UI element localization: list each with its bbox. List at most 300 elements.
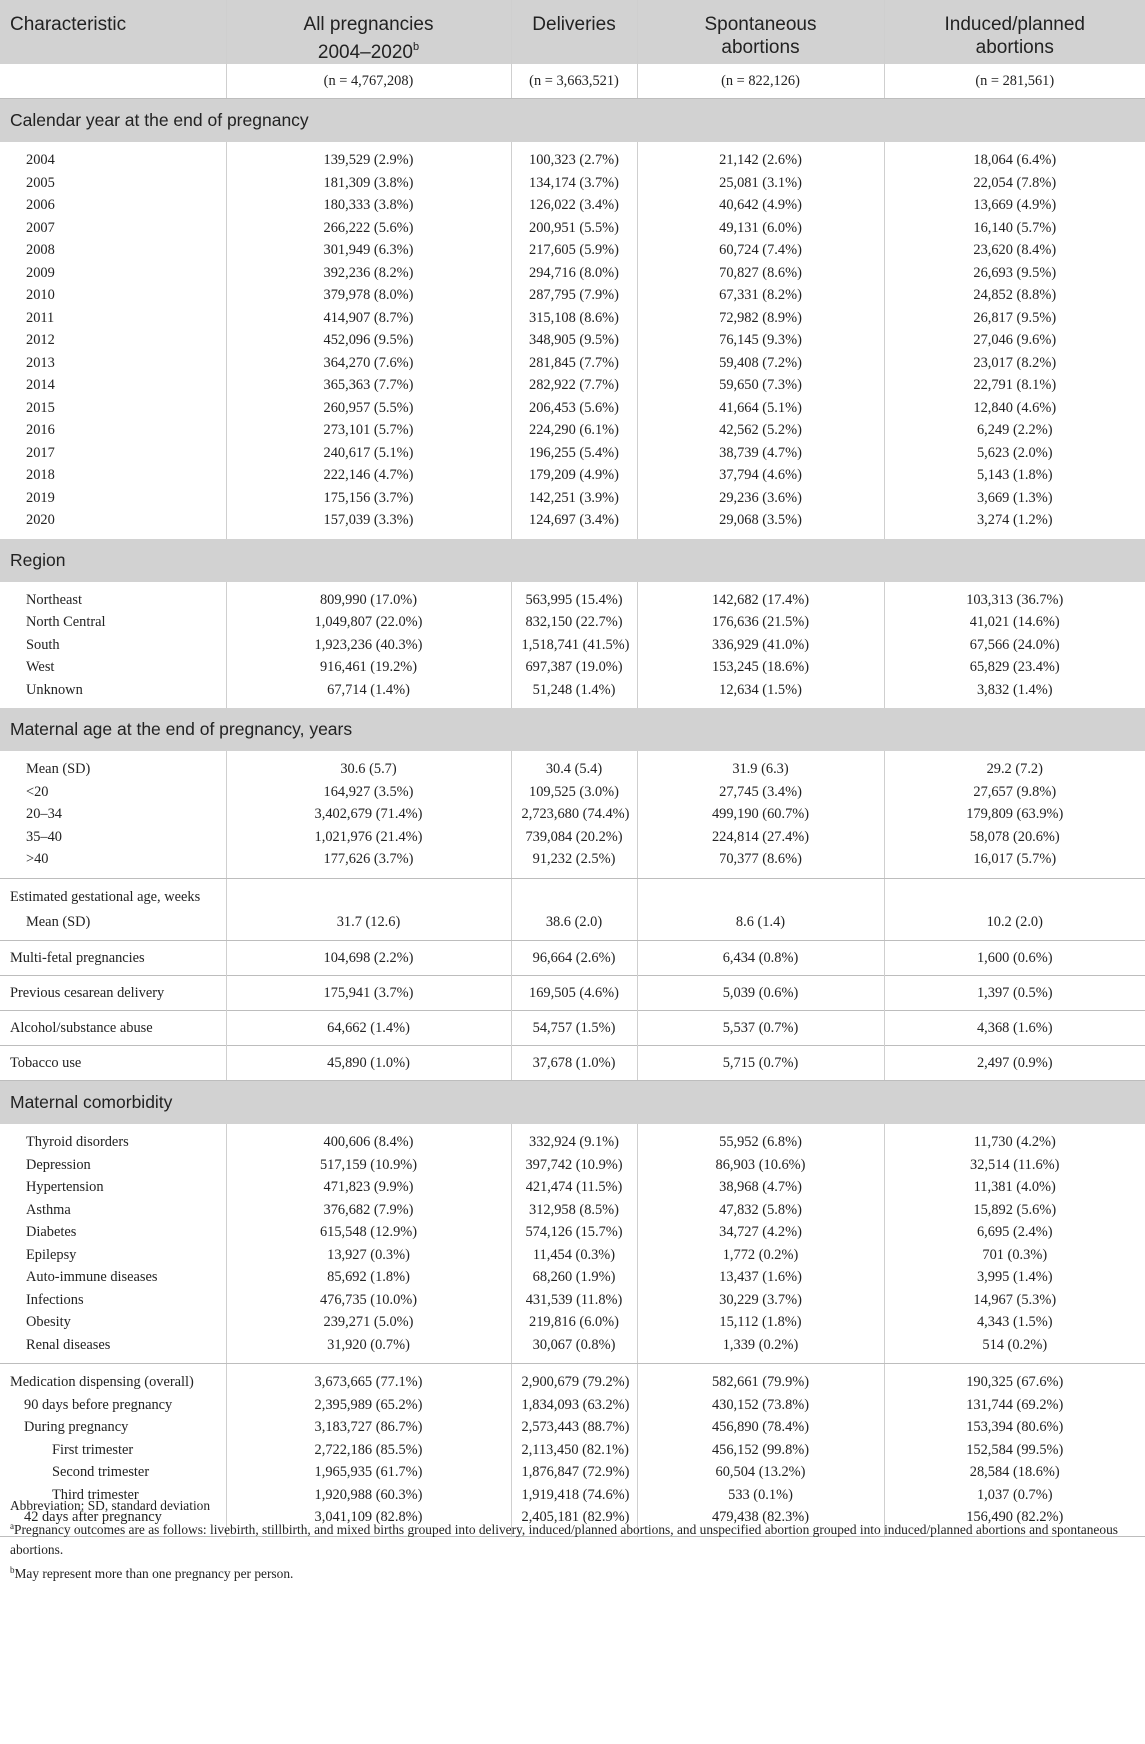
comorbidity-row <box>0 1221 1145 1244</box>
header-all-pregnancies <box>226 0 511 64</box>
age-row-value: 499,190 (60.7%) <box>637 803 884 826</box>
medication-row-value: 2,405,181 (82.9%) <box>511 1506 637 1529</box>
year-row-label: 2017 <box>26 444 55 461</box>
age-row <box>0 826 1145 849</box>
spacer-cell <box>884 1124 1145 1131</box>
comorbidity-row-value: 239,271 (5.0%) <box>226 1311 511 1334</box>
year-row-value: 24,852 (8.8%) <box>884 284 1145 307</box>
year-row-value: 273,101 (5.7%) <box>226 419 511 442</box>
year-row <box>0 374 1145 397</box>
age-row-label: 35–40 <box>26 828 62 845</box>
spacer-cell <box>637 532 884 539</box>
sample-size-cell: (n = 3,663,521) <box>511 64 637 99</box>
year-row-value: 13,669 (4.9%) <box>884 194 1145 217</box>
year-row-value: 392,236 (8.2%) <box>226 262 511 285</box>
comorbidity-row-value: 47,832 (5.8%) <box>637 1199 884 1222</box>
calendar-year-section-title: Calendar year at the end of pregnancy <box>0 99 1145 143</box>
age-row-value: 31.9 (6.3) <box>637 758 884 781</box>
header-characteristic-label: Characteristic <box>10 14 127 35</box>
year-row <box>0 329 1145 352</box>
spacer-cell <box>511 532 637 539</box>
age-row-label: <20 <box>26 783 49 800</box>
header-row <box>0 0 1145 64</box>
region-row-value: 51,248 (1.4%) <box>511 679 637 702</box>
footnote-a-text: Pregnancy outcomes are as follows: livebirth, stillbirth, and mixed births grouped into delivery, induced/planned abortions, and unspecified abortion grouped into induced/planned abortions and spontaneous abortions. <box>10 1522 1118 1557</box>
spacer-cell <box>0 532 226 539</box>
comorbidity-row-value: 15,892 (5.6%) <box>884 1199 1145 1222</box>
year-row-value: 240,617 (5.1%) <box>226 442 511 465</box>
characteristic-row <box>0 1046 1145 1081</box>
characteristic-value: 6,434 (0.8%) <box>637 941 884 976</box>
spacer-cell <box>0 701 226 708</box>
medication-row-value: 533 (0.1%) <box>637 1484 884 1507</box>
medication-row-value: 479,438 (82.3%) <box>637 1506 884 1529</box>
comorbidity-row-value: 1,772 (0.2%) <box>637 1244 884 1267</box>
region-row-value: 336,929 (41.0%) <box>637 634 884 657</box>
header-characteristic <box>0 0 226 64</box>
medication-row-value: 152,584 (99.5%) <box>884 1439 1145 1462</box>
year-row-value: 12,840 (4.6%) <box>884 397 1145 420</box>
year-row-value: 3,669 (1.3%) <box>884 487 1145 510</box>
age-row-value: 109,525 (3.0%) <box>511 781 637 804</box>
year-row <box>0 442 1145 465</box>
maternal-age-section-row <box>0 708 1145 751</box>
year-row-value: 70,827 (8.6%) <box>637 262 884 285</box>
region-section-row <box>0 539 1145 582</box>
year-row-value: 76,145 (9.3%) <box>637 329 884 352</box>
comorbidity-row-value: 30,067 (0.8%) <box>511 1334 637 1357</box>
year-row-value: 6,249 (2.2%) <box>884 419 1145 442</box>
year-row <box>0 307 1145 330</box>
comorbidity-row-value: 4,343 (1.5%) <box>884 1311 1145 1334</box>
year-row-value: 16,140 (5.7%) <box>884 217 1145 240</box>
comorbidity-row-label: Diabetes <box>26 1224 77 1240</box>
characteristic-value: 4,368 (1.6%) <box>884 1011 1145 1046</box>
spacer-row <box>0 933 1145 941</box>
characteristic-row <box>0 941 1145 976</box>
year-row-label: 2010 <box>26 287 55 303</box>
year-row <box>0 487 1145 510</box>
age-row-value: 27,745 (3.4%) <box>637 781 884 804</box>
gestational-row-label: Mean (SD) <box>26 913 91 930</box>
spacer-cell <box>226 1124 511 1131</box>
header-spontaneous-abortions <box>637 0 884 64</box>
year-row <box>0 509 1145 532</box>
comorbidity-row-value: 332,924 (9.1%) <box>511 1131 637 1154</box>
comorbidity-row <box>0 1199 1145 1222</box>
gestational-row <box>0 911 1145 934</box>
region-row-label: North Central <box>26 614 106 630</box>
year-row-value: 26,693 (9.5%) <box>884 262 1145 285</box>
medication-row-value: 1,965,935 (61.7%) <box>226 1461 511 1484</box>
header-all-line2: 2004–2020 <box>317 42 413 63</box>
year-row-value: 196,255 (5.4%) <box>511 442 637 465</box>
spacer-row <box>0 1356 1145 1364</box>
comorbidity-row-value: 421,474 (11.5%) <box>511 1176 637 1199</box>
characteristic-value: 2,497 (0.9%) <box>884 1046 1145 1081</box>
region-row-value: 3,832 (1.4%) <box>884 679 1145 702</box>
comorbidity-row-label: Infections <box>26 1291 84 1308</box>
region-row <box>0 656 1145 679</box>
year-row-value: 181,309 (3.8%) <box>226 172 511 195</box>
year-row-value: 260,957 (5.5%) <box>226 397 511 420</box>
year-row-value: 25,081 (3.1%) <box>637 172 884 195</box>
comorbidity-row <box>0 1154 1145 1177</box>
comorbidity-row-value: 11,454 (0.3%) <box>511 1244 637 1267</box>
medication-row-value: 2,573,443 (88.7%) <box>511 1416 637 1439</box>
region-row-value: 697,387 (19.0%) <box>511 656 637 679</box>
header-spontaneous-line1: Spontaneous <box>704 14 817 35</box>
comorbidity-row-value: 30,229 (3.7%) <box>637 1289 884 1312</box>
footnote-b-text: May represent more than one pregnancy per person. <box>14 1566 294 1581</box>
year-row-value: 200,951 (5.5%) <box>511 217 637 240</box>
spacer-cell <box>884 1364 1145 1372</box>
year-row-value: 206,453 (5.6%) <box>511 397 637 420</box>
age-row-value: 30.6 (5.7) <box>226 758 511 781</box>
year-row-label: 2020 <box>26 512 55 528</box>
year-row-value: 281,845 (7.7%) <box>511 352 637 375</box>
medication-row <box>0 1439 1145 1462</box>
spacer-cell <box>637 142 884 149</box>
spacer-cell <box>884 582 1145 589</box>
comorbidity-row-value: 13,437 (1.6%) <box>637 1266 884 1289</box>
maternal-comorbidity-section-row <box>0 1081 1145 1125</box>
region-row-label: West <box>26 659 55 675</box>
medication-row-value: 190,325 (67.6%) <box>884 1371 1145 1394</box>
spacer-cell <box>637 1364 884 1372</box>
region-row-value: 1,923,236 (40.3%) <box>226 634 511 657</box>
spacer-row <box>0 532 1145 539</box>
header-spontaneous-line2: abortions <box>721 37 800 58</box>
medication-row-value: 1,920,988 (60.3%) <box>226 1484 511 1507</box>
spacer-cell <box>884 871 1145 879</box>
region-row-value: 153,245 (18.6%) <box>637 656 884 679</box>
medication-row-label: Medication dispensing (overall) <box>10 1374 194 1390</box>
characteristic-value: 64,662 (1.4%) <box>226 1011 511 1046</box>
characteristic-row <box>0 1011 1145 1046</box>
spacer-cell <box>511 142 637 149</box>
year-row-value: 27,046 (9.6%) <box>884 329 1145 352</box>
region-row-label: Northeast <box>26 591 82 608</box>
spacer-row <box>0 1364 1145 1372</box>
spacer-cell <box>637 1124 884 1131</box>
comorbidity-row <box>0 1131 1145 1154</box>
age-row-label: 20–34 <box>26 806 62 822</box>
comorbidity-row-value: 476,735 (10.0%) <box>226 1289 511 1312</box>
age-row-value: 70,377 (8.6%) <box>637 848 884 871</box>
year-row-value: 5,143 (1.8%) <box>884 464 1145 487</box>
sample-size-row <box>0 64 1145 99</box>
spacer-cell <box>511 751 637 758</box>
year-row-value: 222,146 (4.7%) <box>226 464 511 487</box>
year-row-value: 22,791 (8.1%) <box>884 374 1145 397</box>
age-row-value: 739,084 (20.2%) <box>511 826 637 849</box>
medication-row-value: 2,395,989 (65.2%) <box>226 1394 511 1417</box>
sample-size-label <box>0 64 226 99</box>
header-deliveries <box>511 0 637 64</box>
spacer-cell <box>884 532 1145 539</box>
year-row-value: 41,664 (5.1%) <box>637 397 884 420</box>
spacer-cell <box>226 532 511 539</box>
comorbidity-row-label: Renal diseases <box>26 1336 111 1353</box>
header-deliveries-label: Deliveries <box>532 14 616 35</box>
gestational-row-value: 31.7 (12.6) <box>226 911 511 934</box>
comorbidity-row <box>0 1289 1145 1312</box>
spacer-cell <box>884 142 1145 149</box>
characteristic-value: 169,505 (4.6%) <box>511 976 637 1011</box>
medication-row-value: 28,584 (18.6%) <box>884 1461 1145 1484</box>
medication-row-value: 1,876,847 (72.9%) <box>511 1461 637 1484</box>
comorbidity-row-label: Obesity <box>26 1314 71 1330</box>
region-row-value: 1,518,741 (41.5%) <box>511 634 637 657</box>
age-row-value: 58,078 (20.6%) <box>884 826 1145 849</box>
region-row-value: 176,636 (21.5%) <box>637 611 884 634</box>
comorbidity-row-value: 3,995 (1.4%) <box>884 1266 1145 1289</box>
spacer-cell <box>0 933 226 941</box>
spacer-cell <box>637 871 884 879</box>
characteristic-value: 104,698 (2.2%) <box>226 941 511 976</box>
comorbidity-row-label: Depression <box>26 1156 91 1173</box>
comorbidity-row-value: 68,260 (1.9%) <box>511 1266 637 1289</box>
comorbidity-row-value: 615,548 (12.9%) <box>226 1221 511 1244</box>
sample-size-cell: (n = 4,767,208) <box>226 64 511 99</box>
spacer-cell <box>226 701 511 708</box>
year-row-value: 348,905 (9.5%) <box>511 329 637 352</box>
region-row-value: 103,313 (36.7%) <box>884 589 1145 612</box>
comorbidity-row-value: 13,927 (0.3%) <box>226 1244 511 1267</box>
region-row-value: 67,714 (1.4%) <box>226 679 511 702</box>
year-row <box>0 262 1145 285</box>
header-induced-line1: Induced/planned <box>944 14 1085 35</box>
year-row <box>0 239 1145 262</box>
comorbidity-row-value: 701 (0.3%) <box>884 1244 1145 1267</box>
spacer-cell <box>637 933 884 941</box>
medication-row-value: 153,394 (80.6%) <box>884 1416 1145 1439</box>
age-row-value: 3,402,679 (71.4%) <box>226 803 511 826</box>
sample-size-cell: (n = 822,126) <box>637 64 884 99</box>
year-row-value: 72,982 (8.9%) <box>637 307 884 330</box>
spacer-cell <box>637 751 884 758</box>
footnote-b-marker: b <box>10 1565 15 1575</box>
spacer-cell <box>511 1356 637 1364</box>
characteristic-value: 1,600 (0.6%) <box>884 941 1145 976</box>
year-row-value: 40,642 (4.9%) <box>637 194 884 217</box>
year-row-label: 2018 <box>26 467 55 483</box>
gestational-empty <box>226 878 511 911</box>
spacer-cell <box>0 1364 226 1372</box>
year-row-label: 2014 <box>26 377 55 393</box>
characteristic-value: 37,678 (1.0%) <box>511 1046 637 1081</box>
age-row-value: 30.4 (5.4) <box>511 758 637 781</box>
region-row-value: 916,461 (19.2%) <box>226 656 511 679</box>
year-row <box>0 194 1145 217</box>
medication-row-value: 456,890 (78.4%) <box>637 1416 884 1439</box>
region-row-label: South <box>26 636 60 653</box>
region-row-value: 563,995 (15.4%) <box>511 589 637 612</box>
year-row-label: 2005 <box>26 174 55 191</box>
year-row-value: 365,363 (7.7%) <box>226 374 511 397</box>
gestational-row-value: 8.6 (1.4) <box>637 911 884 934</box>
medication-row-label: 90 days before pregnancy <box>24 1396 173 1413</box>
region-row-value: 832,150 (22.7%) <box>511 611 637 634</box>
region-row <box>0 679 1145 702</box>
spacer-cell <box>511 1124 637 1131</box>
medication-row-value: 2,722,186 (85.5%) <box>226 1439 511 1462</box>
comorbidity-row-value: 400,606 (8.4%) <box>226 1131 511 1154</box>
age-row <box>0 803 1145 826</box>
comorbidity-row-value: 31,920 (0.7%) <box>226 1334 511 1357</box>
year-row-value: 379,978 (8.0%) <box>226 284 511 307</box>
year-row-value: 60,724 (7.4%) <box>637 239 884 262</box>
medication-row-value: 1,919,418 (74.6%) <box>511 1484 637 1507</box>
age-row <box>0 848 1145 871</box>
spacer-cell <box>511 1364 637 1372</box>
medication-row <box>0 1394 1145 1417</box>
characteristic-label: Tobacco use <box>0 1046 226 1081</box>
region-row-value: 142,682 (17.4%) <box>637 589 884 612</box>
age-row-value: 29.2 (7.2) <box>884 758 1145 781</box>
comorbidity-row-value: 38,968 (4.7%) <box>637 1176 884 1199</box>
year-row-value: 124,697 (3.4%) <box>511 509 637 532</box>
gestational-label: Estimated gestational age, weeks <box>10 889 201 906</box>
medication-row-value: 2,900,679 (79.2%) <box>511 1371 637 1394</box>
spacer-cell <box>511 933 637 941</box>
region-row <box>0 589 1145 612</box>
gestational-label-row <box>0 878 1145 911</box>
region-row-value: 41,021 (14.6%) <box>884 611 1145 634</box>
year-row-value: 179,209 (4.9%) <box>511 464 637 487</box>
year-row-value: 414,907 (8.7%) <box>226 307 511 330</box>
region-row-value: 1,049,807 (22.0%) <box>226 611 511 634</box>
spacer-cell <box>226 751 511 758</box>
medication-row <box>0 1371 1145 1394</box>
footnote-a <box>10 1516 1135 1560</box>
spacer-row <box>0 701 1145 708</box>
medication-row-value: 582,661 (79.9%) <box>637 1371 884 1394</box>
age-row <box>0 781 1145 804</box>
year-row <box>0 284 1145 307</box>
comorbidity-row-value: 11,730 (4.2%) <box>884 1131 1145 1154</box>
spacer-cell <box>226 142 511 149</box>
characteristic-value: 5,715 (0.7%) <box>637 1046 884 1081</box>
year-row <box>0 149 1145 172</box>
gestational-row-value: 10.2 (2.0) <box>884 911 1145 934</box>
age-row <box>0 758 1145 781</box>
comorbidity-row-label: Thyroid disorders <box>26 1134 129 1150</box>
year-row-label: 2015 <box>26 399 55 416</box>
comorbidity-row-value: 14,967 (5.3%) <box>884 1289 1145 1312</box>
comorbidity-row-value: 431,539 (11.8%) <box>511 1289 637 1312</box>
year-row-value: 26,817 (9.5%) <box>884 307 1145 330</box>
year-row-value: 294,716 (8.0%) <box>511 262 637 285</box>
maternal-age-section-title: Maternal age at the end of pregnancy, years <box>0 708 1145 751</box>
region-row-value: 809,990 (17.0%) <box>226 589 511 612</box>
spacer-row <box>0 871 1145 879</box>
spacer-cell <box>511 582 637 589</box>
comorbidity-row-value: 471,823 (9.9%) <box>226 1176 511 1199</box>
spacer-cell <box>226 871 511 879</box>
comorbidity-row-value: 1,339 (0.2%) <box>637 1334 884 1357</box>
medication-row <box>0 1461 1145 1484</box>
spacer-row <box>0 751 1145 758</box>
age-row-label: Mean (SD) <box>26 761 91 777</box>
characteristic-value: 54,757 (1.5%) <box>511 1011 637 1046</box>
comorbidity-row-value: 312,958 (8.5%) <box>511 1199 637 1222</box>
year-row-value: 100,323 (2.7%) <box>511 149 637 172</box>
year-row-value: 29,068 (3.5%) <box>637 509 884 532</box>
medication-row-value: 2,113,450 (82.1%) <box>511 1439 637 1462</box>
year-row-label: 2019 <box>26 489 55 506</box>
year-row-label: 2007 <box>26 219 55 236</box>
year-row-value: 67,331 (8.2%) <box>637 284 884 307</box>
comorbidity-row-value: 574,126 (15.7%) <box>511 1221 637 1244</box>
year-row-value: 23,620 (8.4%) <box>884 239 1145 262</box>
comorbidity-row-value: 6,695 (2.4%) <box>884 1221 1145 1244</box>
medication-row-label: First trimester <box>52 1441 134 1458</box>
medication-row-value: 60,504 (13.2%) <box>637 1461 884 1484</box>
year-row-label: 2008 <box>26 242 55 258</box>
medication-row-value: 156,490 (82.2%) <box>884 1506 1145 1529</box>
spacer-cell <box>226 933 511 941</box>
spacer-cell <box>884 933 1145 941</box>
medication-row-value: 3,673,665 (77.1%) <box>226 1371 511 1394</box>
footnote-abbreviation: Abbreviation: SD, standard deviation <box>10 1498 211 1513</box>
spacer-cell <box>637 1356 884 1364</box>
calendar-year-section-row <box>0 99 1145 143</box>
year-row-value: 23,017 (8.2%) <box>884 352 1145 375</box>
gestational-row-value: 38.6 (2.0) <box>511 911 637 934</box>
year-row-label: 2012 <box>26 332 55 348</box>
spacer-cell <box>0 1356 226 1364</box>
spacer-cell <box>226 1364 511 1372</box>
medication-row-value: 1,834,093 (63.2%) <box>511 1394 637 1417</box>
comorbidity-row-label: Epilepsy <box>26 1246 77 1263</box>
comorbidity-row-label: Asthma <box>26 1201 71 1218</box>
header-all-sup: b <box>412 41 420 53</box>
medication-row-value: 1,037 (0.7%) <box>884 1484 1145 1507</box>
header-induced-abortions <box>884 0 1145 64</box>
sample-size-cell: (n = 281,561) <box>884 64 1145 99</box>
footnotes <box>10 1496 1135 1584</box>
age-row-label: >40 <box>26 851 49 867</box>
medication-row-label: Third trimester <box>52 1486 139 1503</box>
age-row-value: 16,017 (5.7%) <box>884 848 1145 871</box>
characteristic-label: Previous cesarean delivery <box>0 976 226 1011</box>
comorbidity-row <box>0 1311 1145 1334</box>
characteristic-value: 1,397 (0.5%) <box>884 976 1145 1011</box>
year-row-label: 2006 <box>26 197 55 213</box>
medication-row-label: 42 days after pregnancy <box>24 1509 162 1525</box>
characteristic-value: 45,890 (1.0%) <box>226 1046 511 1081</box>
spacer-cell <box>884 701 1145 708</box>
year-row-value: 5,623 (2.0%) <box>884 442 1145 465</box>
comorbidity-row-value: 11,381 (4.0%) <box>884 1176 1145 1199</box>
header-all-line1: All pregnancies <box>303 14 434 35</box>
comorbidity-row-value: 86,903 (10.6%) <box>637 1154 884 1177</box>
comorbidity-row <box>0 1334 1145 1357</box>
year-row-value: 217,605 (5.9%) <box>511 239 637 262</box>
year-row-value: 266,222 (5.6%) <box>226 217 511 240</box>
region-row-label: Unknown <box>26 681 83 698</box>
medication-row-label: During pregnancy <box>24 1419 129 1435</box>
region-row <box>0 611 1145 634</box>
comorbidity-row-value: 55,952 (6.8%) <box>637 1131 884 1154</box>
medication-row-value: 456,152 (99.8%) <box>637 1439 884 1462</box>
gestational-empty <box>637 878 884 911</box>
comorbidity-row-value: 85,692 (1.8%) <box>226 1266 511 1289</box>
year-row-value: 59,650 (7.3%) <box>637 374 884 397</box>
region-section-title: Region <box>0 539 1145 582</box>
